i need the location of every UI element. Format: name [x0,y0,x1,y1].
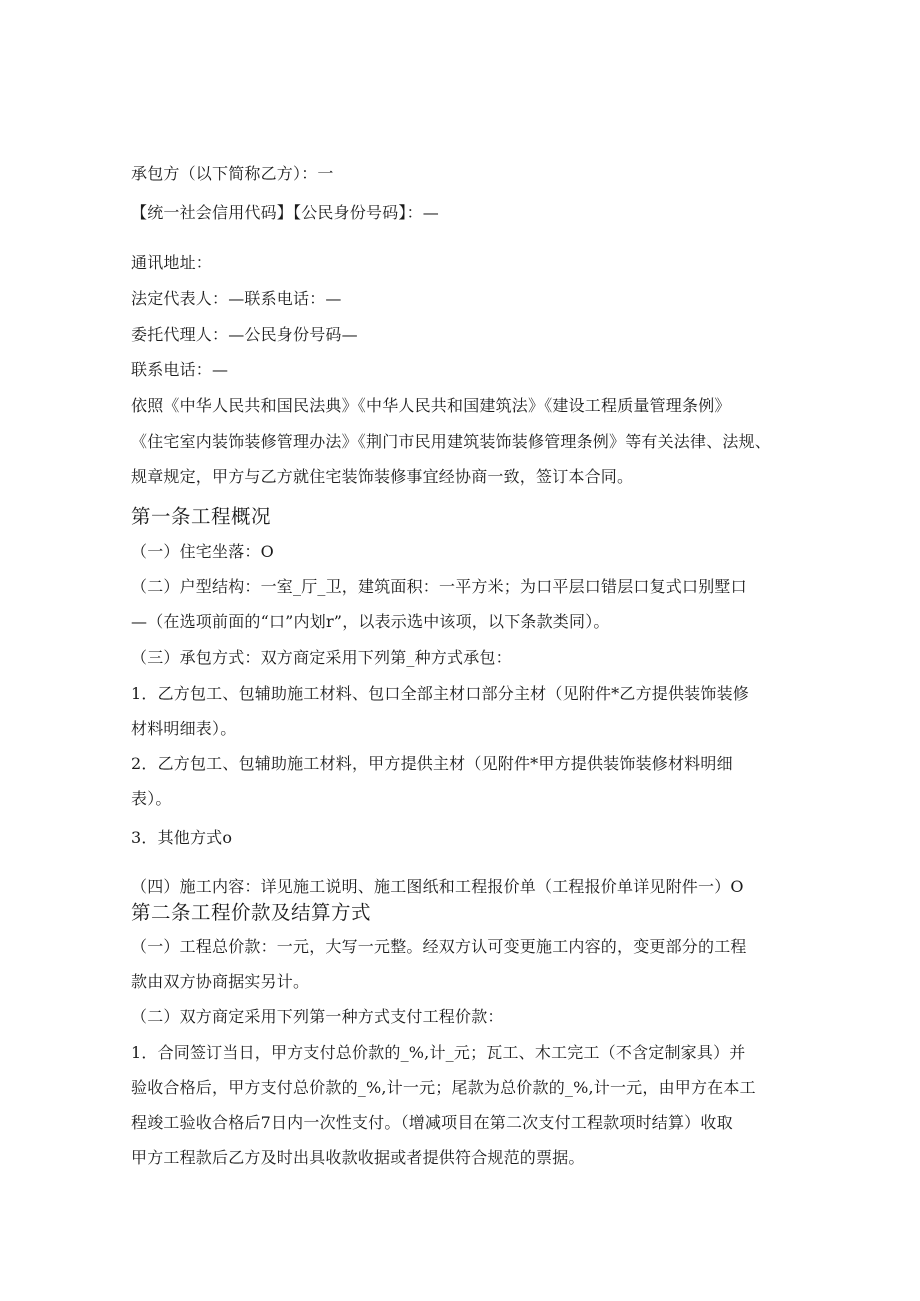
item-work-content: （四）施工内容：详见施工说明、施工图纸和工程报价单（工程报价单详见附件一）O [131,877,744,896]
total-price-line-2: 款由双方协商据实另计。 [131,972,310,991]
option-3: 3．其他方式o [131,828,233,847]
item-location: （一）住宅坐落：O [131,542,274,561]
credit-code-line: 【统一社会信用代码】【公民身份号码】：— [131,203,440,222]
payment-mode: （二）双方商定采用下列第一种方式支付工程价款： [131,1007,504,1026]
basis-paragraph-line-1: 依照《中华人民共和国民法典》《中华人民共和国建筑法》《建设工程质量管理条例》 [131,396,731,415]
option-1-line-1: 1．乙方包工、包辅助施工材料、包口全部主材口部分主材（见附件*乙方提供装饰装修 [131,684,749,703]
item-structure-line-1: （二）户型结构：一室_厅_卫，建筑面积：一平方米；为口平层口错层口复式口别墅口 [131,577,747,596]
article-1-heading: 第一条工程概况 [131,505,272,528]
agent-line: 委托代理人：—公民身份号码— [131,325,358,344]
option-2-line-1: 2．乙方包工、包辅助施工材料，甲方提供主材（见附件*甲方提供装饰装修材料明细 [131,754,733,773]
contractor-line: 承包方（以下简称乙方）：一 [131,164,334,183]
legal-rep-line: 法定代表人：—联系电话：— [131,289,342,308]
phone-line: 联系电话：— [131,360,229,379]
item-contract-mode: （三）承包方式：双方商定采用下列第_种方式承包： [131,648,512,667]
item-structure-line-2: —（在选项前面的“口”内划r”，以表示选中该项，以下条款类同）。 [131,612,610,631]
basis-paragraph-line-3: 规章规定，甲方与乙方就住宅装饰装修事宜经协商一致，签订本合同。 [131,467,634,486]
payment-terms-line-1: 1．合同签订当日，甲方支付总价款的_%,计_元；瓦工、木工完工（不含定制家具）并 [131,1043,746,1062]
basis-paragraph-line-2: 《住宅室内装饰装修管理办法》《荆门市民用建筑装饰装修管理条例》等有关法律、法规、 [131,432,772,451]
payment-terms-line-3: 程竣工验收合格后7日内一次性支付。（增减项目在第二次支付工程款项时结算）收取 [131,1113,733,1132]
option-1-line-2: 材料明细表）。 [131,719,237,738]
total-price-line-1: （一）工程总价款：一元，大写一元整。经双方认可变更施工内容的，变更部分的工程 [131,937,747,956]
article-2-heading: 第二条工程价款及结算方式 [131,901,372,924]
option-2-line-2: 表）。 [131,789,172,808]
contract-page [131,0,791,1301]
payment-terms-line-4: 甲方工程款后乙方及时出具收款收据或者提供符合规范的票据。 [131,1148,585,1167]
payment-terms-line-2: 验收合格后，甲方支付总价款的_%,计一元；尾款为总价款的_%,计一元，由甲方在本工 [131,1078,756,1097]
address-line: 通讯地址： [131,253,213,272]
